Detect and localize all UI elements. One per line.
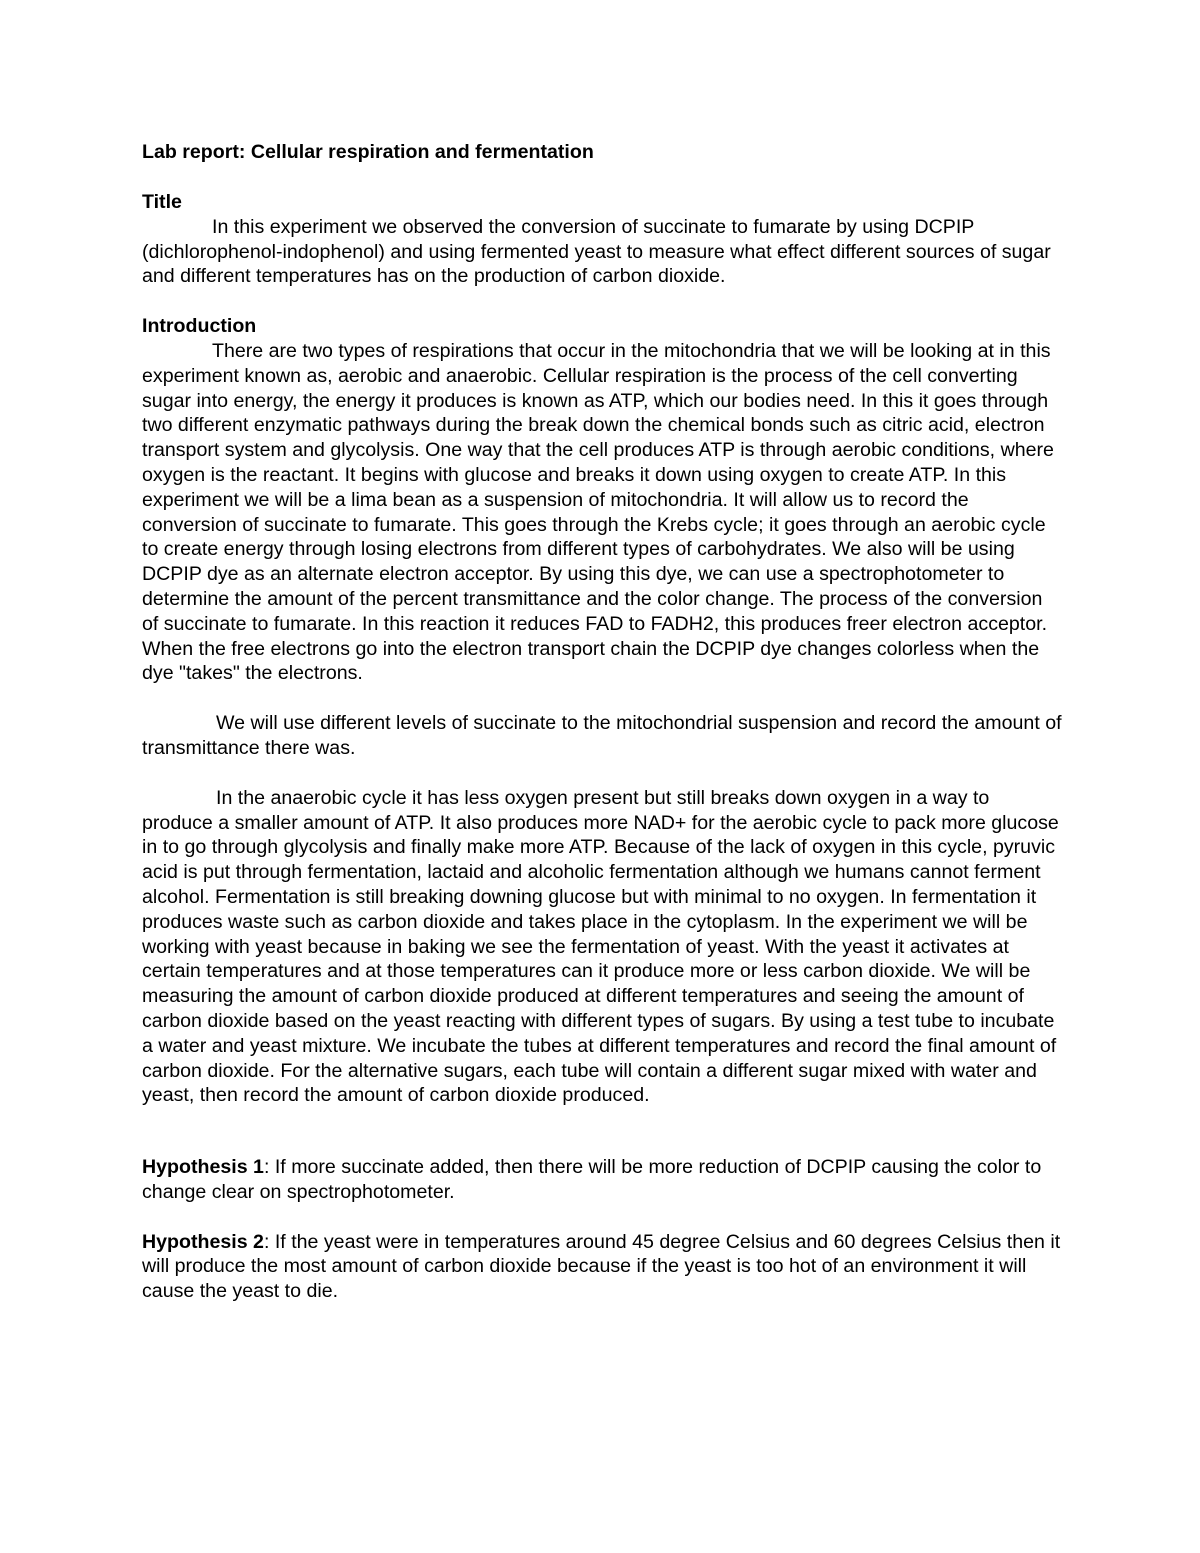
spacer [142,686,1062,711]
hypothesis-1 [142,1155,1062,1205]
spacer [142,289,1062,314]
title-heading: Title [142,191,182,213]
spacer [142,761,1062,786]
introduction-paragraph-1: There are two types of respirations that occur in the mitochondria that we will be looking at in this experiment known as, aerobic and anaerobic. Cellular respiration is the process of the cell converting sugar into energy, the energy it produces is known as ATP, which our bodies need. In this it goes through two different enzymatic pathways during the break down the chemical bonds such as citric acid, electron transport system and glycolysis. One way that the cell produces ATP is through aerobic conditions, where oxygen is the reactant. It begins with glucose and breaks it down using oxygen to create ATP. In this experiment we will be a lima bean as a suspension of mitochondria. It will allow us to record the conversion of succinate to fumarate. This goes through the Krebs cycle; it goes through an aerobic cycle to create energy through losing electrons from different types of carbohydrates. We also will be using DCPIP dye as an alternate electron acceptor. By using this dye, we can use a spectrophotometer to determine the amount of the percent transmittance and the color change. The process of the conversion of succinate to fumarate. In this reaction it reduces FAD to FADH2, this produces freer electron acceptor. When the free electrons go into the electron transport chain the DCPIP dye changes colorless when the dye "takes" the electrons. [142,339,1054,685]
title-paragraph: In this experiment we observed the conversion of succinate to fumarate by using DCPIP (dichlorophenol-indophenol) and using fermented yeast to measure what effect different sources of sugar and different temperatures has on the production of carbon dioxide. [142,215,1051,288]
hypothesis-1-text: : If more succinate added, then there will be more reduction of DCPIP causing the color to change clear on spectrophotometer. [142,1156,1042,1203]
introduction-paragraph-3: In the anaerobic cycle it has less oxygen present but still breaks down oxygen in a way to produce a smaller amount of ATP. It also produces more NAD+ for the aerobic cycle to pack more glucose in to go through glycolysis and finally make more ATP. Because of the lack of oxygen in this cycle, pyruvic acid is put through fermentation, lactaid and alcoholic fermentation although we humans cannot ferment alcohol. Fermentation is still breaking downing glucose but with minimal to no oxygen. In fermentation it produces waste such as carbon dioxide and takes place in the cytoplasm. In the experiment we will be working with yeast because in baking we see the fermentation of yeast. With the yeast it activates at certain temperatures and at those temperatures can it produce more or less carbon dioxide. We will be measuring the amount of carbon dioxide produced at different temperatures and seeing the amount of carbon dioxide based on the yeast reacting with different types of sugars. By using a test tube to incubate a water and yeast mixture. We incubate the tubes at different temperatures and record the final amount of carbon dioxide. For the alternative sugars, each tube will contain a different sugar mixed with water and yeast, then record the amount of carbon dioxide produced. [142,786,1059,1107]
spacer [142,1205,1062,1230]
spacer [142,165,1062,190]
hypothesis-2 [142,1230,1062,1304]
spacer [142,1108,1062,1155]
introduction-paragraph-2: We will use different levels of succinate to the mitochondrial suspension and record the amount of transmittance there was. [142,712,1062,759]
hypothesis-2-text: : If the yeast were in temperatures around 45 degree Celsius and 60 degrees Celsius then it will produce the most amount of carbon dioxide because if the yeast is too hot of an environment it will cause the yeast to die. [142,1230,1061,1303]
document-title: Lab report: Cellular respiration and fermentation [142,141,594,163]
document-page [142,140,1062,1304]
hypothesis-2-label: Hypothesis 2 [142,1230,264,1253]
introduction-heading: Introduction [142,315,257,338]
hypothesis-1-label: Hypothesis 1 [142,1156,264,1179]
